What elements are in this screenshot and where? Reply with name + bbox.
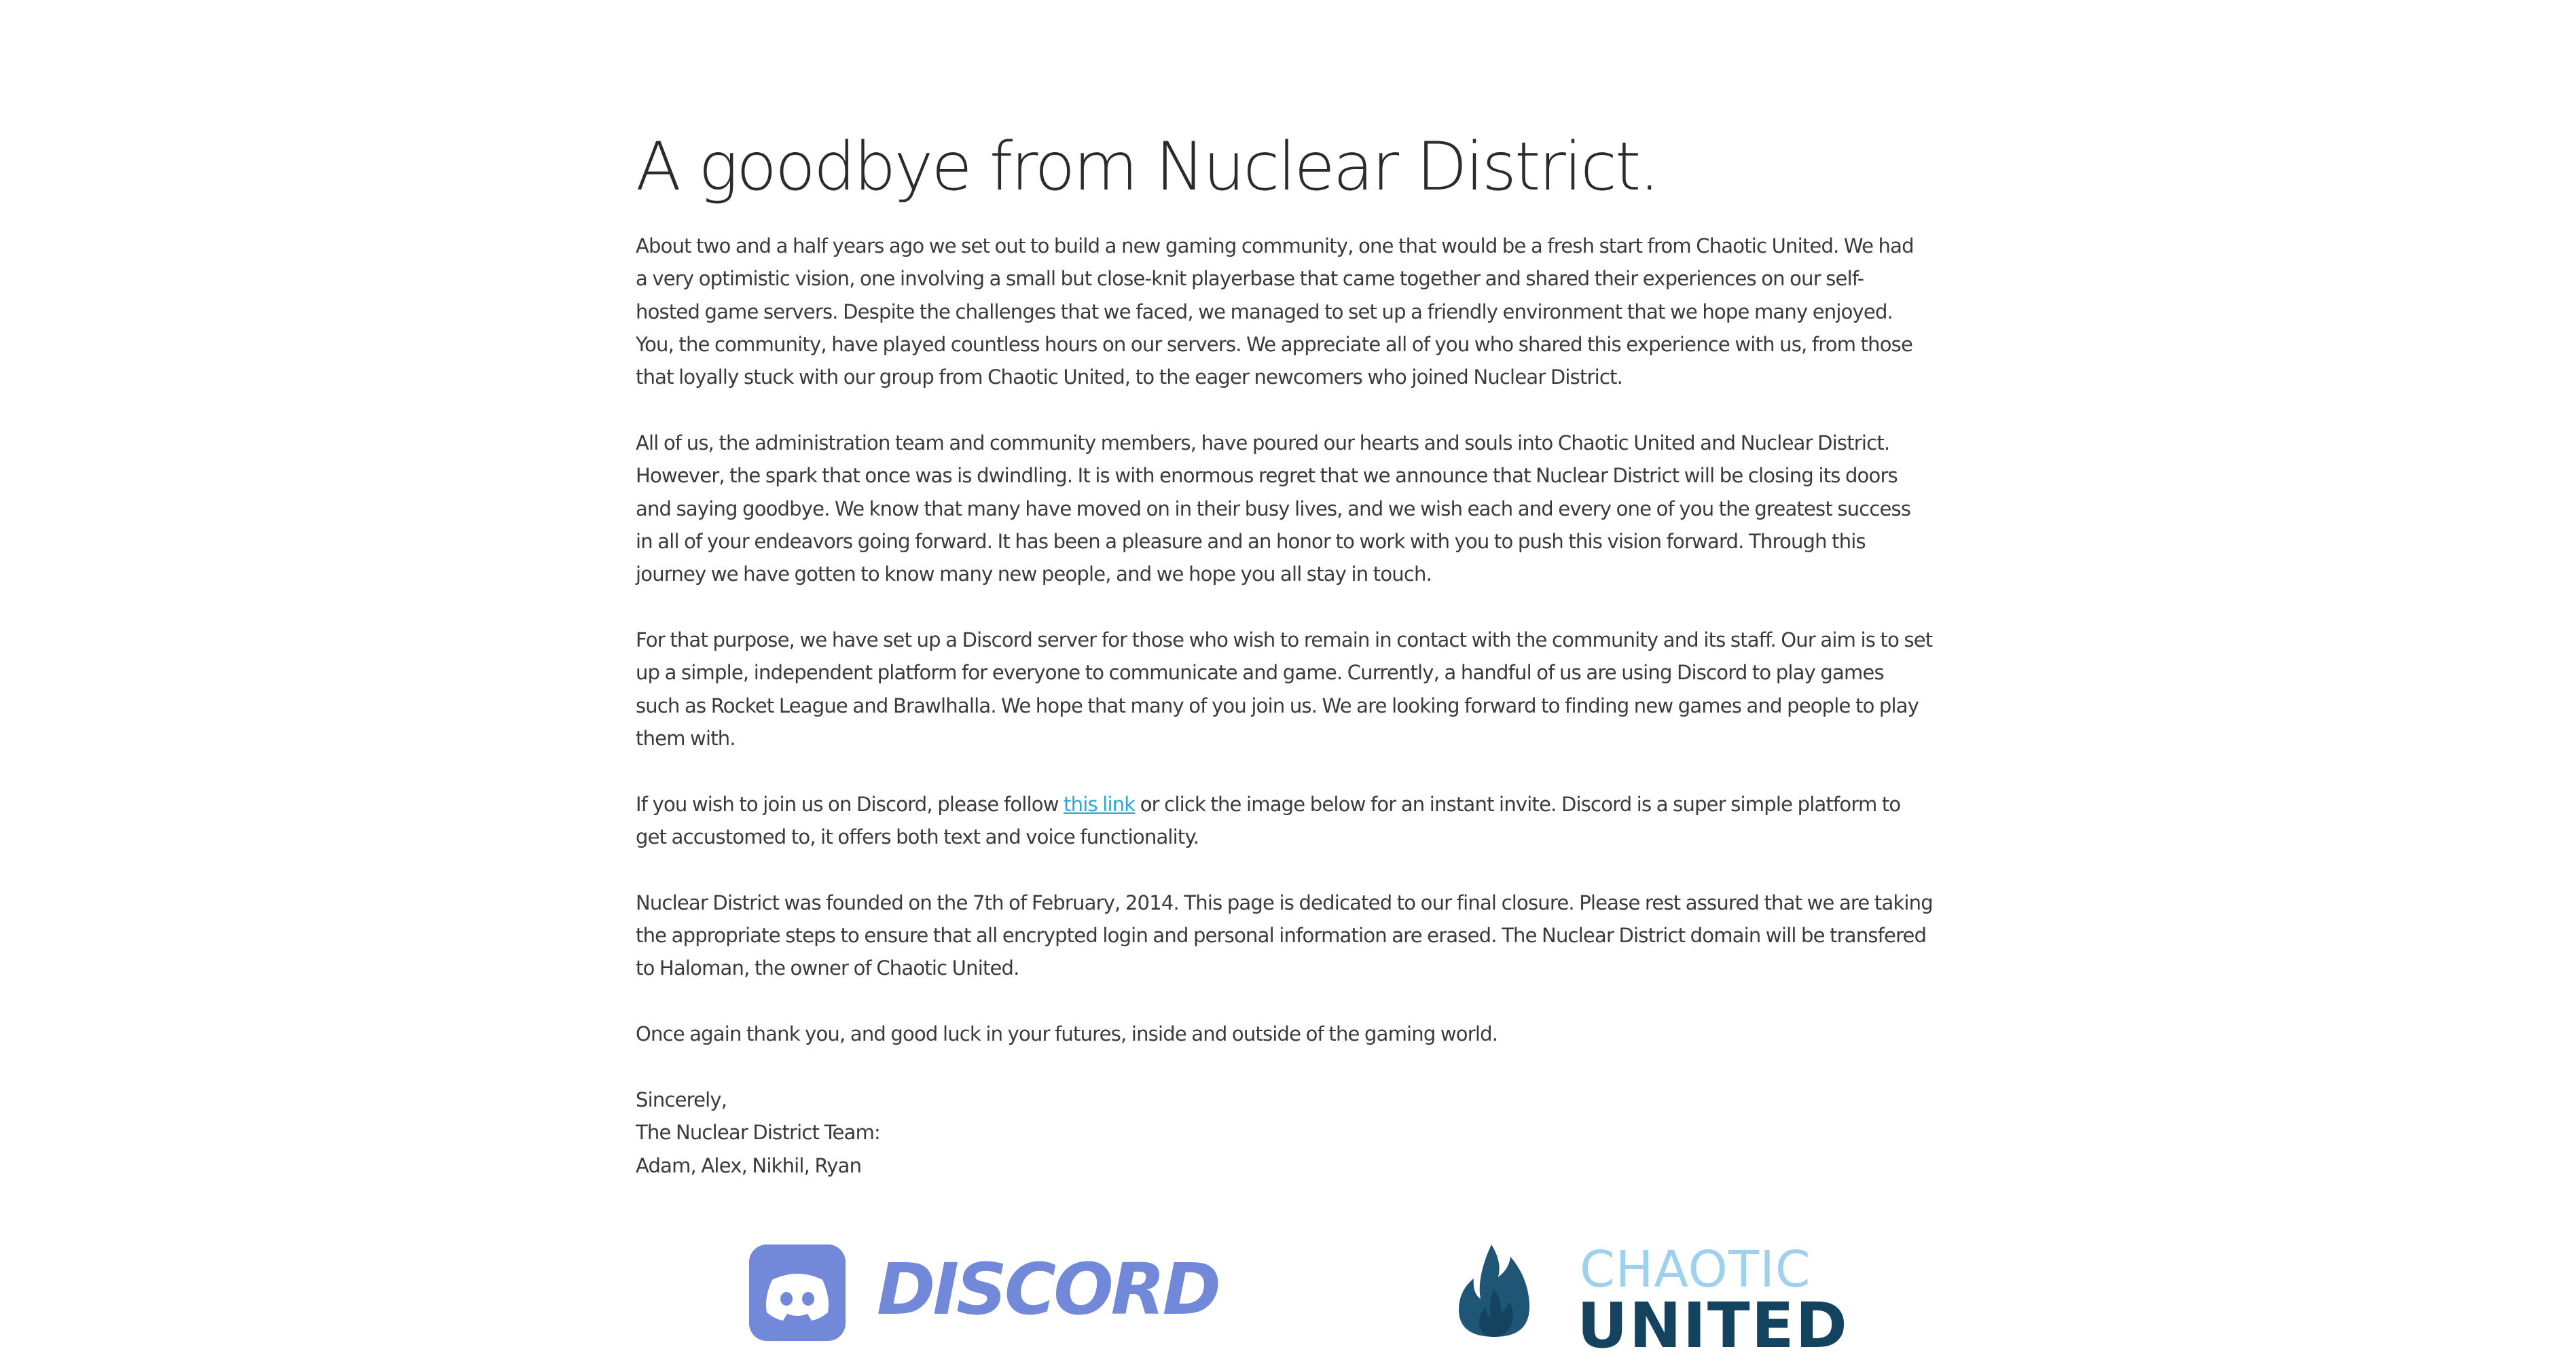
paragraph-discord-purpose [636, 624, 1946, 755]
discord-controller-icon [749, 1244, 846, 1341]
signature [636, 1083, 1946, 1182]
text-before-link: If you wish to join us on Discord, please follow [636, 792, 1064, 816]
text-line: Nuclear District was founded on the 7th of February, 2014. This page is dedicated to our final closure. Please rest assured that we are taking [636, 891, 1933, 914]
paragraph-closing-announcement [636, 427, 1946, 590]
text-line: that loyally stuck with our group from Chaotic United, to the eager newcomers who joined Nuclear District. [636, 365, 1623, 389]
logos-row [0, 1240, 2576, 1362]
signature-line: The Nuclear District Team: [636, 1121, 880, 1145]
text-line: hosted game servers. Despite the challenges that we faced, we managed to set up a friendly environment that we hope many enjoyed. [636, 300, 1893, 323]
text-line: up a simple, independent platform for everyone to communicate and game. Currently, a handful of us are using Discord to play games [636, 661, 1884, 685]
text-line: All of us, the administration team and community members, have poured our hearts and souls into Chaotic United and Nuclear District. [636, 431, 1890, 454]
text-line: get accustomed to, it offers both text and voice functionality. [636, 825, 1199, 848]
text-line: and saying goodbye. We know that many have moved on in their busy lives, and we wish each and every one of you the greatest success [636, 497, 1911, 520]
text-line [636, 788, 1946, 821]
text-line: However, the spark that once was is dwindling. It is with enormous regret that we announce that Nuclear District will be closing its doors [636, 464, 1898, 488]
paragraph-closure-details [636, 886, 1946, 985]
discord-invite-link[interactable]: this link [1064, 792, 1136, 816]
discord-wordmark: DISCORD [877, 1248, 1219, 1331]
page-title: A goodbye from Nuclear District. [636, 128, 1658, 206]
paragraph-thanks [636, 1018, 1946, 1050]
text-line: About two and a half years ago we set out to build a new gaming community, one that would be a fresh start from Chaotic United. We had [636, 234, 1914, 257]
text-line: journey we have gotten to know many new people, and we hope you all stay in touch. [636, 562, 1432, 586]
text-line: For that purpose, we have set up a Discord server for those who wish to remain in contact with the community and its staff. Our aim is to set [636, 628, 1933, 651]
chaotic-united-logo [1444, 1240, 1849, 1362]
chaotic-united-wordmark-bottom: UNITED [1577, 1289, 1849, 1362]
signature-line: Adam, Alex, Nikhil, Ryan [636, 1153, 862, 1177]
text-line: to Haloman, the owner of Chaotic United. [636, 956, 1019, 980]
text-line: a very optimistic vision, one involving a small but close-knit playerbase that came together and shared their experiences on our self- [636, 267, 1864, 291]
signature-line: Sincerely, [636, 1088, 727, 1111]
chaotic-united-wordmark-top: CHAOTIC [1580, 1240, 1811, 1299]
paragraph-discord-invite [636, 788, 1946, 854]
flame-icon [1444, 1242, 1546, 1337]
text-line: You, the community, have played countless hours on our servers. We appreciate all of you who shared this experience with us, from those [636, 332, 1913, 356]
discord-invite-image[interactable] [749, 1242, 1219, 1337]
main-content [636, 129, 1946, 1182]
text-line: the appropriate steps to ensure that all encrypted login and personal information are erased. The Nuclear District domain will be transfered [636, 924, 1927, 948]
text-after-link: or click the image below for an instant invite. Discord is a super simple platform to [1135, 792, 1901, 816]
text-line: them with. [636, 726, 736, 750]
text-line: such as Rocket League and Brawlhalla. We hope that many of you join us. We are looking forward to finding new games and people to play [636, 694, 1919, 717]
text-line: Once again thank you, and good luck in your futures, inside and outside of the gaming world. [636, 1022, 1498, 1046]
paragraph-intro [636, 230, 1946, 393]
text-line: in all of your endeavors going forward. It has been a pleasure and an honor to work with you to push this vision forward. Through this [636, 529, 1866, 553]
